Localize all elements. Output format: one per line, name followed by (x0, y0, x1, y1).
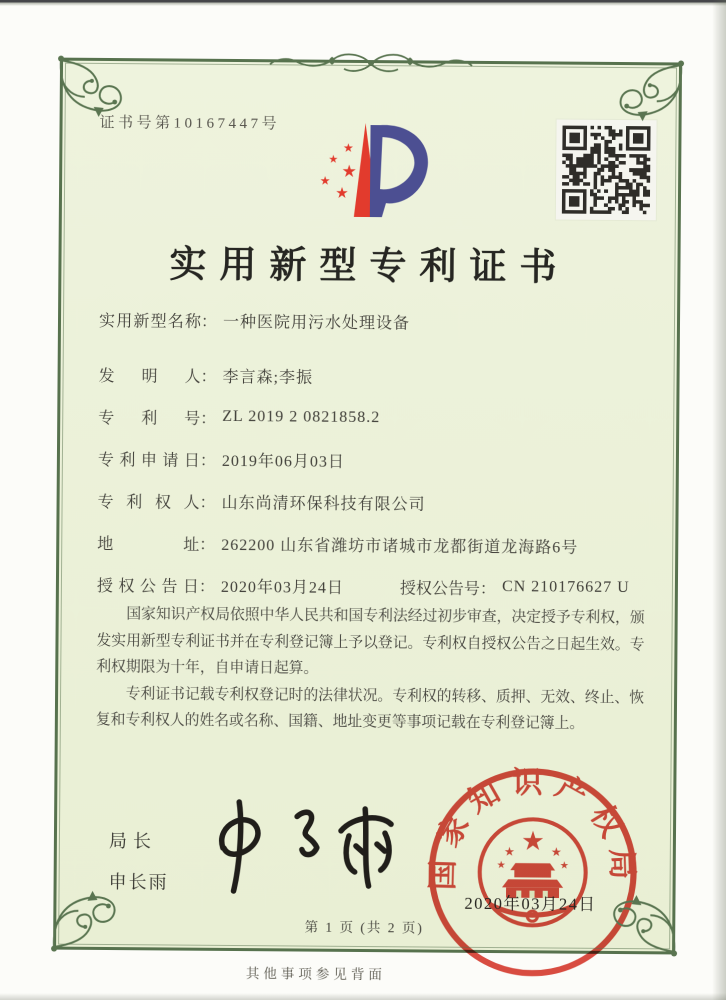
field-label: 专利权人 (97, 493, 200, 512)
svg-text:★: ★ (503, 844, 515, 859)
field-value: 2019年06月03日 (221, 452, 346, 471)
scan-edge-top (0, 0, 726, 6)
signer-title: 局长 (108, 831, 157, 852)
field-label: 专利号 (98, 409, 201, 428)
corner-flourish-icon (54, 53, 139, 138)
field-value: 2020年03月24日 (220, 578, 345, 597)
certificate-number: 证书号第10167447号 (99, 114, 281, 133)
svg-text:★: ★ (496, 859, 506, 872)
paragraph: 国家知识产权局依照中华人民共和国专利法经过初步审查，决定授予专利权，颁发实用新型专利证书并在专利登记簿上予以登记。专利权自授权公告之日起生效。专利权期限为十年，自申请日起算。 (96, 606, 645, 677)
field-value: 李言森;李振 (222, 368, 314, 387)
legal-text (96, 601, 645, 738)
field-row-name: 实用新型名称 ： 一种医院用污水处理设备 (99, 298, 651, 344)
cnipa-logo (292, 104, 453, 225)
field-label: 授权公告日 (96, 577, 199, 596)
field-label: 专利申请日 (97, 451, 200, 470)
svg-text:★: ★ (342, 140, 354, 155)
ornate-border-frame (53, 58, 682, 955)
svg-text:★: ★ (550, 845, 562, 860)
field-label: 发明人 (98, 367, 201, 386)
back-note: 其他事项参见背面 (245, 966, 386, 983)
svg-text:★: ★ (319, 173, 331, 188)
corner-flourish-icon (602, 57, 687, 142)
field-value: 262200 山东省潍坊市诸城市龙都街道龙海路6号 (221, 536, 579, 557)
paragraph: 专利证书记载专利权登记时的法律状况。专利权的转移、质押、无效、终止、恢复和专利权人的姓名或名称、国籍、地址变更等事项记载在专利登记簿上。 (95, 685, 645, 732)
svg-text:★: ★ (328, 152, 339, 166)
signature-shen-changyu (190, 790, 421, 902)
seal-text: 国家知识产权局 (425, 765, 640, 891)
page-number: 第 1 页 (共 2 页) (304, 919, 424, 936)
corner-flourish-icon (596, 875, 681, 960)
certificate-title: 实用新型专利证书 (169, 244, 570, 289)
seal-date: 2020年03月24日 (464, 893, 597, 914)
field-list (97, 298, 651, 609)
field-row-address: 地址 ： 262200 山东省潍坊市诸城市龙都街道龙海路6号 (97, 521, 649, 567)
field-row-grant: 授权公告日 ： 2020年03月24日 授权公告号 ： CN 210176627 U (97, 563, 649, 609)
field-value: 山东尚清环保科技有限公司 (221, 494, 426, 513)
signer-name: 申长雨 (108, 872, 169, 893)
field-value: 一种医院用污水处理设备 (222, 313, 411, 332)
svg-text:★: ★ (559, 860, 569, 872)
scan-edge-right (712, 0, 726, 1000)
top-border-ornament-icon (266, 48, 476, 80)
field-row-patentee: 专利权人 ： 山东尚清环保科技有限公司 (97, 479, 649, 525)
svg-text:★: ★ (520, 825, 545, 858)
field-value: CN 210176627 U (501, 578, 630, 597)
svg-text:★: ★ (335, 183, 349, 202)
corner-flourish-icon (48, 871, 133, 956)
field-label: 地址 (97, 535, 200, 554)
field-value: ZL 2019 2 0821858.2 (222, 407, 381, 427)
field-row-inventor: 发明人 ： 李言森;李振 (98, 353, 650, 399)
scan-edge-bottom (0, 993, 726, 1000)
field-label: 实用新型名称 (98, 312, 202, 331)
svg-text:★: ★ (341, 161, 357, 182)
field-label: 授权公告号 (399, 579, 481, 598)
field-row-filing-date: 专利申请日 ： 2019年06月03日 (98, 437, 650, 483)
field-row-patent-no: 专利号 ： ZL 2019 2 0821858.2 (98, 395, 650, 441)
